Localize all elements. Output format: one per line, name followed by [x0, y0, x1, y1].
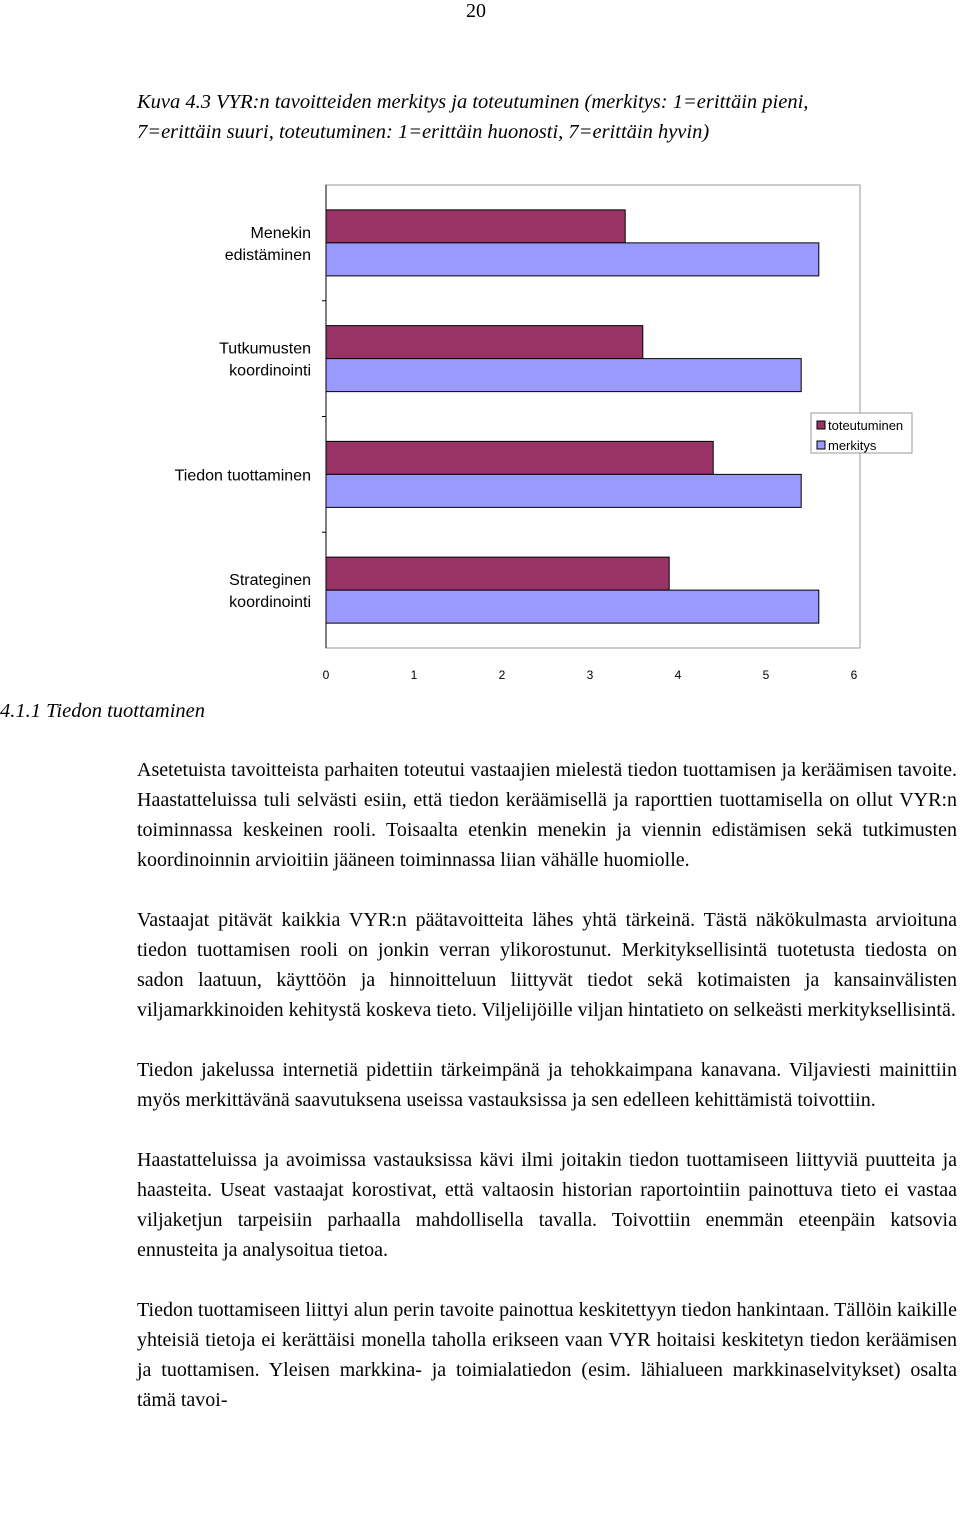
- legend-label: toteutuminen: [828, 418, 904, 433]
- bar-toteutuminen: [326, 326, 643, 359]
- x-tick-label: 6: [850, 668, 858, 682]
- figure-caption: Kuva 4.3 VYR:n tavoitteiden merkitys ja toteutuminen (merkitys: 1=erittäin pieni, 7=erittäin suuri, toteutuminen: 1=erittäin huonosti, 7=erittäin hyvin): [137, 91, 809, 143]
- x-tick-label: 5: [762, 668, 770, 682]
- legend-swatch-merkitys: [817, 441, 825, 449]
- x-tick-label: 0: [322, 668, 330, 682]
- paragraph: Vastaajat pitävät kaikkia VYR:n päätavoitteita lähes yhtä tärkeinä. Tästä näkökulmasta arvioituna tiedon tuottamisen rooli on jonkin verran ylikorostunut. Merkityksellisintä tuotetusta tiedosta on sadon laatuun, käyttöön ja hinnoitteluun liittyvät tiedot sekä kotimaisten ja kansainvälisten viljamarkkinoiden kehitystä koskeva tieto. Viljelijöille viljan hintatieto on selkeästi merkityksellisintä.: [137, 909, 957, 1021]
- category-label: Tutkumusten: [219, 340, 311, 358]
- bar-merkitys: [326, 474, 801, 507]
- category-label: edistäminen: [224, 246, 311, 264]
- bar-toteutuminen: [326, 210, 625, 243]
- x-tick-label: 1: [410, 668, 418, 682]
- category-label: koordinointi: [229, 362, 311, 380]
- bar-merkitys: [326, 243, 819, 276]
- body-text: [137, 755, 957, 1445]
- x-tick-label: 4: [674, 668, 682, 682]
- paragraph: Haastatteluissa ja avoimissa vastauksissa kävi ilmi joitakin tiedon tuottamiseen liittyviä puutteita ja haasteita. Useat vastaajat korostivat, että valtaosin historian raportointiin painottuva tieto ei vastaa viljaketjun tarpeisiin parhaalla mahdollisella tavalla. Toivottiin enemmän eteenpäin katsovia ennusteita ja analysoitua tietoa.: [137, 1149, 957, 1261]
- bar-toteutuminen: [326, 441, 713, 474]
- category-label: Strateginen: [229, 572, 311, 590]
- section-heading: 4.1.1 Tiedon tuottaminen: [0, 700, 205, 722]
- page-number: 20: [466, 0, 486, 22]
- legend-swatch-toteutuminen: [817, 421, 825, 429]
- bar-merkitys: [326, 359, 801, 392]
- paragraph: Asetetuista tavoitteista parhaiten toteutui vastaajien mielestä tiedon tuottamisen ja keräämisen tavoite. Haastatteluissa tuli selvästi esiin, että tiedon keräämisellä ja raporttien tuottamisella on ollut VYR:n toiminnassa keskeinen rooli. Toisaalta etenkin menekin ja viennin edistämisen sekä tutkimusten koordinoinnin arvioitiin jääneen toiminnassa liian vähälle huomiolle.: [137, 759, 957, 871]
- category-label: Menekin: [250, 224, 311, 242]
- x-tick-label: 2: [498, 668, 506, 682]
- legend-label: merkitys: [828, 438, 877, 453]
- bar-merkitys: [326, 590, 819, 623]
- bar-toteutuminen: [326, 557, 669, 590]
- paragraph: Tiedon jakelussa internetiä pidettiin tärkeimpänä ja tehokkaimpana kanavana. Viljaviesti mainittiin myös merkittävänä saavutuksena useissa vastauksissa ja sen edelleen kehittämistä toivottiin.: [137, 1059, 957, 1111]
- category-label: Tiedon tuottaminen: [174, 467, 311, 485]
- x-tick-label: 3: [586, 668, 594, 682]
- category-label: koordinointi: [229, 594, 311, 612]
- bar-chart: [0, 180, 960, 690]
- paragraph: Tiedon tuottamiseen liittyi alun perin tavoite painottua keskitettyyn tiedon hankintaan. Tällöin kaikille yhteisiä tietoja ei kerättäisi monella taholla erikseen vaan VYR hoitaisi keskitetyn tiedon keräämisen ja tuottamisen. Yleisen markkina- ja toimialatiedon (esim. lähialueen markkinaselvitykset) osalta tämä tavoi-: [137, 1299, 957, 1411]
